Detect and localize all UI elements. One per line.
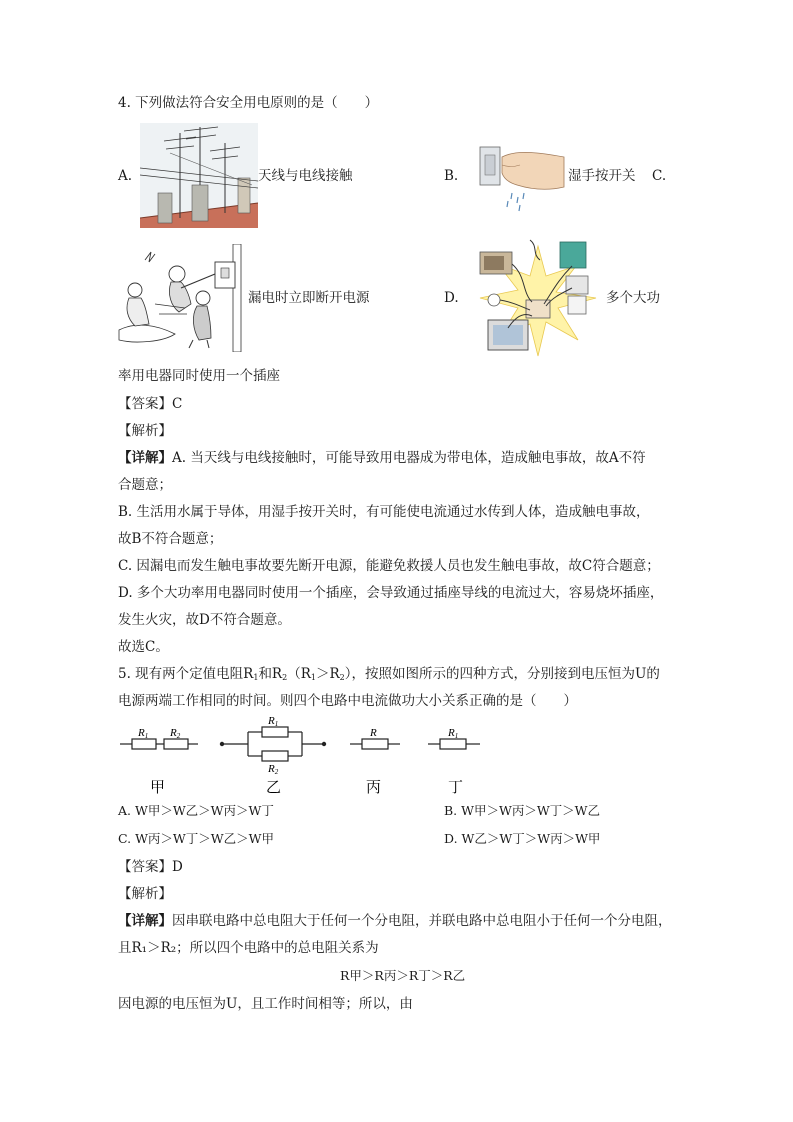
q4-detail-line-4: 故B不符合题意； <box>118 531 223 547</box>
jia-r2-label: R2 <box>170 727 181 740</box>
q5-option-c: C. W丙＞W丁＞W乙＞W甲 <box>118 831 274 846</box>
caption-jia: 甲 <box>150 778 166 796</box>
q5-option-d: D. W乙＞W丁＞W丙＞W甲 <box>444 831 601 846</box>
q4-answer: 【答案】C <box>118 396 183 412</box>
jia-r1-label: R1 <box>138 727 149 740</box>
overloaded-socket-illustration <box>472 236 604 362</box>
q5-option-a: A. W甲＞W乙＞W丙＞W丁 <box>118 803 274 818</box>
antenna-roof-illustration <box>140 123 258 228</box>
q5-stem-line-1: 5. 现有两个定值电阻$R_1$和$R_2(R_1>R_2)$，按照如图所示的四种方式，分别接到电压恒为U的 <box>118 666 660 682</box>
q4-option-c-text: 漏电时立即断开电源 <box>248 290 370 306</box>
circuit-yi <box>220 716 326 776</box>
caption-bing: 丙 <box>366 778 382 796</box>
q4-option-b-letter: B. <box>444 168 459 184</box>
q4-option-c-letter: C. <box>652 168 667 184</box>
caption-ding: 丁 <box>448 778 464 796</box>
q4-option-d-text: 多个大功 <box>606 290 660 306</box>
q5-analysis-label: 【解析】 <box>118 886 172 902</box>
bing-r-label: R <box>370 727 377 739</box>
q4-analysis-label: 【解析】 <box>118 423 172 439</box>
leakage-rescue-illustration <box>115 244 247 352</box>
q5-detail-line-3: 因电源的电压恒为U，且工作时间相等；所以，由 <box>118 996 413 1012</box>
q4-detail-line-6: D. 多个大功率用电器同时使用一个插座，会导致通过插座导线的电流过大，容易烧坏插座， <box>118 585 664 601</box>
q4-detail-line-5: C. 因漏电而发生触电事故要先断开电源，能避免救援人员也发生触电事故，故C符合题意； <box>118 558 660 574</box>
q5-resistance-relation: R甲＞R丙＞R丁＞R乙 <box>340 968 466 983</box>
q5-option-b: B. W甲＞W丙＞W丁＞W乙 <box>444 803 601 818</box>
q4-option-d-letter: D. <box>444 290 459 306</box>
q4-detail-line-7: 发生火灾，故D不符合题意。 <box>118 612 291 628</box>
q4-option-a-letter: A. <box>118 168 133 184</box>
circuit-bing <box>350 727 400 749</box>
circuit-jia <box>120 727 198 749</box>
q4-stem: 4. 下列做法符合安全用电原则的是（ ） <box>118 95 379 111</box>
q4-detail-line-3: B. 生活用水属于导体，用湿手按开关时，有可能使电流通过水传到人体，造成触电事故， <box>118 504 650 520</box>
caption-yi: 乙 <box>266 778 282 796</box>
q5-detail-line-2: 且R₁＞R₂；所以四个电路中的总电阻关系为 <box>118 940 379 956</box>
q4-option-b-text: 湿手按开关 <box>568 168 636 184</box>
yi-r2-label: R2 <box>268 763 279 776</box>
q5-detail-line-1: 【详解】因串联电路中总电阻大于任何一个分电阻，并联电路中总电阻小于任何一个分电阻， <box>118 913 672 929</box>
q4-detail-line-2: 合题意； <box>118 477 172 493</box>
q4-option-a-text: 天线与电线接触 <box>258 168 353 184</box>
q5-answer: 【答案】D <box>118 859 183 875</box>
wet-hand-switch-illustration <box>472 135 567 215</box>
circuit-ding <box>428 727 480 749</box>
q4-option-d-continued: 率用电器同时使用一个插座 <box>118 368 280 384</box>
circuit-diagrams <box>118 716 498 800</box>
q4-conclusion: 故选C。 <box>118 639 169 655</box>
q5-stem-line-2: 电源两端工作相同的时间。则四个电路中电流做功大小关系正确的是（ ） <box>118 693 577 709</box>
ding-r1-label: R1 <box>448 727 459 740</box>
q4-detail-line-1: 【详解】A. 当天线与电线接触时，可能导致用电器成为带电体，造成触电事故，故A不符 <box>118 450 646 466</box>
yi-r1-label: R1 <box>268 716 279 728</box>
